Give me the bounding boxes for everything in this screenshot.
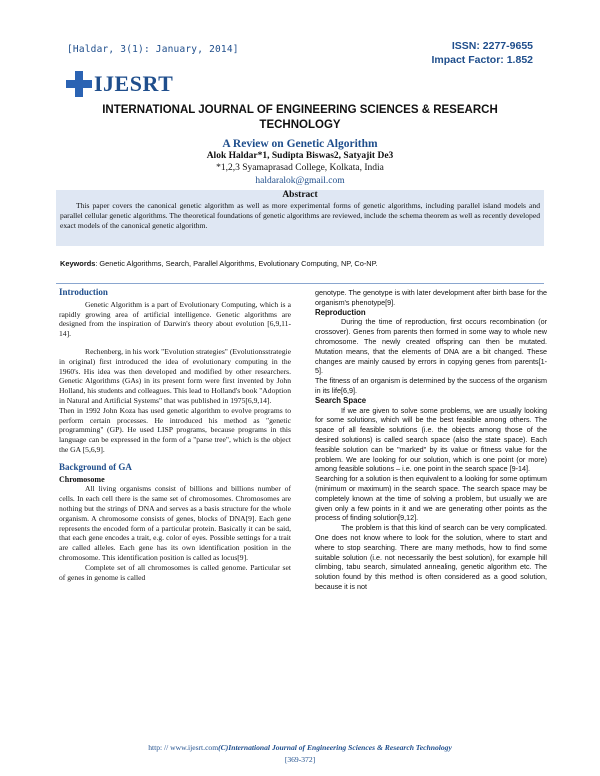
logo-text: IJESRT xyxy=(94,71,174,96)
citation-header: [Haldar, 3(1): January, 2014] xyxy=(67,44,239,55)
author-email-link[interactable]: haldaralok@gmail.com xyxy=(255,176,345,186)
subheading-search-space: Search Space xyxy=(315,395,367,405)
paragraph: During the time of reproduction, first occurs recombination (or crossover). Genes from parents then formed in some way to whole new chromosome. The newly created offspring can then be mutated. Mutation means, that the elements of DNA are a bit changed. These changes are mainly caused by errors in copying genes from parents[1-5]. xyxy=(315,317,547,376)
footer-copyright: (C)International Journal of Engineering Sciences & Research Technology xyxy=(218,743,452,752)
journal-name-line2: TECHNOLOGY xyxy=(259,119,341,131)
paragraph: Genetic Algorithm is a part of Evolutionary Computing, which is a rapidly growing area of artificial intelligence. Genetic algorithms are designed from the inspiration of Darwin's theory about evolution [6,9,11-14]. xyxy=(59,299,291,339)
section-heading-introduction: Introduction xyxy=(59,287,108,297)
keywords-label: Keywords xyxy=(60,259,96,268)
right-column xyxy=(315,288,547,592)
paragraph: Searching for a solution is then equivalent to a looking for some optimum (minimum or maximum) in the search space. The search space may be completely known at the time of solving a problem, but usually we are given only a few points in it and we are generating other points as the process of finding solution[9,12]. xyxy=(315,474,547,523)
divider xyxy=(56,283,544,284)
paper-affiliation: *1,2,3 Syamaprasad College, Kolkata, India xyxy=(216,163,384,173)
paragraph: The fitness of an organism is determined by the success of the organism in its life[6,9]. xyxy=(315,376,547,395)
issn: ISSN: 2277-9655 xyxy=(451,40,533,52)
paragraph: genotype. The genotype is with later development after birth base for the organism's phenotype[9]. xyxy=(315,288,547,307)
page-range: [369-372] xyxy=(284,755,316,764)
subheading-reproduction: Reproduction xyxy=(315,307,366,317)
footer-url-link[interactable]: http: // www.ijesrt.com xyxy=(148,743,219,752)
subheading-chromosome: Chromosome xyxy=(59,474,105,484)
plus-icon xyxy=(66,71,92,97)
paragraph: The problem is that this kind of search can be very complicated. One does not know where to look for the solution, where to start and where to stop searching. There are many methods, how to find some suitable solution (i.e. not necessarily the best solution), for example hill climbing, tabu search, simulated annealing, genetic algorithm etc. The solution found by this method is often considered as a good solution, because it is not xyxy=(315,523,547,591)
abstract-heading: Abstract xyxy=(282,190,318,200)
paragraph: All living organisms consist of billions and billions number of cells. In each cell there is the same set of chromosomes. Chromosomes are nothing but the strings of DNA and serves as a basis structure for the whole organism. A chromosome consists of genes, blocks of DNA[9]. Each gene represents the encoded form of a particular protein. Basically it can be said, that each gene encodes a trait, e.g. color of eyes. Possible settings for a trait are called alleles. Each gene has its own identification position in the chromosome. This identification position is called as locus[9]. xyxy=(59,484,291,562)
paper-title: A Review on Genetic Algorithm xyxy=(222,138,378,150)
paragraph: If we are given to solve some problems, we are usually looking for some solutions, which will be the best feasible among others. The space of all feasible solutions (i.e. the objects among those of the desired solutions) is called search space (also the state space). Each feasible solution can be "marked" by its value or fitness value for the problem. We are looking for our solution, which is one point (or more) among feasible solutions – i.e. one point in the search space [9-14]. xyxy=(315,405,547,474)
left-column xyxy=(59,288,291,582)
paper-authors: Alok Haldar*1, Sudipta Biswas2, Satyajit De3 xyxy=(206,151,394,161)
page-footer xyxy=(60,742,540,766)
keywords-text: : Genetic Algorithms, Search, Parallel Algorithms, Evolutionary Computing, NP, Co-NP. xyxy=(95,259,378,268)
abstract-text: This paper covers the canonical genetic algorithm as well as more experimental forms of genetic algorithms, including parallel island models and parallel cellular genetic algorithms. The theoretical foundations of genetic algorithms are reviewed, include the schema theorem as well as recently developed exact models of the canonical genetic algorithm. xyxy=(60,201,540,230)
journal-name xyxy=(60,103,540,133)
paragraph: Rechenberg, in his work "Evolution strategies" (Evolutionsstrategie in original) first introduced the idea of evolutionary computing in the 1960's. His idea was then developed and modified by other researchers. Genetic Algorithms (GAs) in its present form were first invented by John Holland, his students and colleagues. This lead to Holland's book "Adoption in Natural and Artificial Systems" that was published in 1975[6,9,14]. xyxy=(59,346,291,405)
section-heading-background: Background of GA xyxy=(59,461,132,472)
journal-logo xyxy=(66,71,173,97)
issn-block xyxy=(431,39,533,67)
impact-factor: Impact Factor: 1.852 xyxy=(431,54,533,66)
paragraph: Then in 1992 John Koza has used genetic algorithm to evolve programs to perform certain processes. He introduced his method as "genetic programming" (GP). He used LISP programs, because programs in this language can be expressed in the form of a "parse tree", which is the object the GA [5,6,9]. xyxy=(59,405,291,454)
journal-name-line1: INTERNATIONAL JOURNAL OF ENGINEERING SCIENCES & RESEARCH xyxy=(102,104,498,116)
keywords xyxy=(60,259,540,268)
paragraph: Complete set of all chromosomes is called genome. Particular set of genes in genome is called xyxy=(59,562,291,582)
